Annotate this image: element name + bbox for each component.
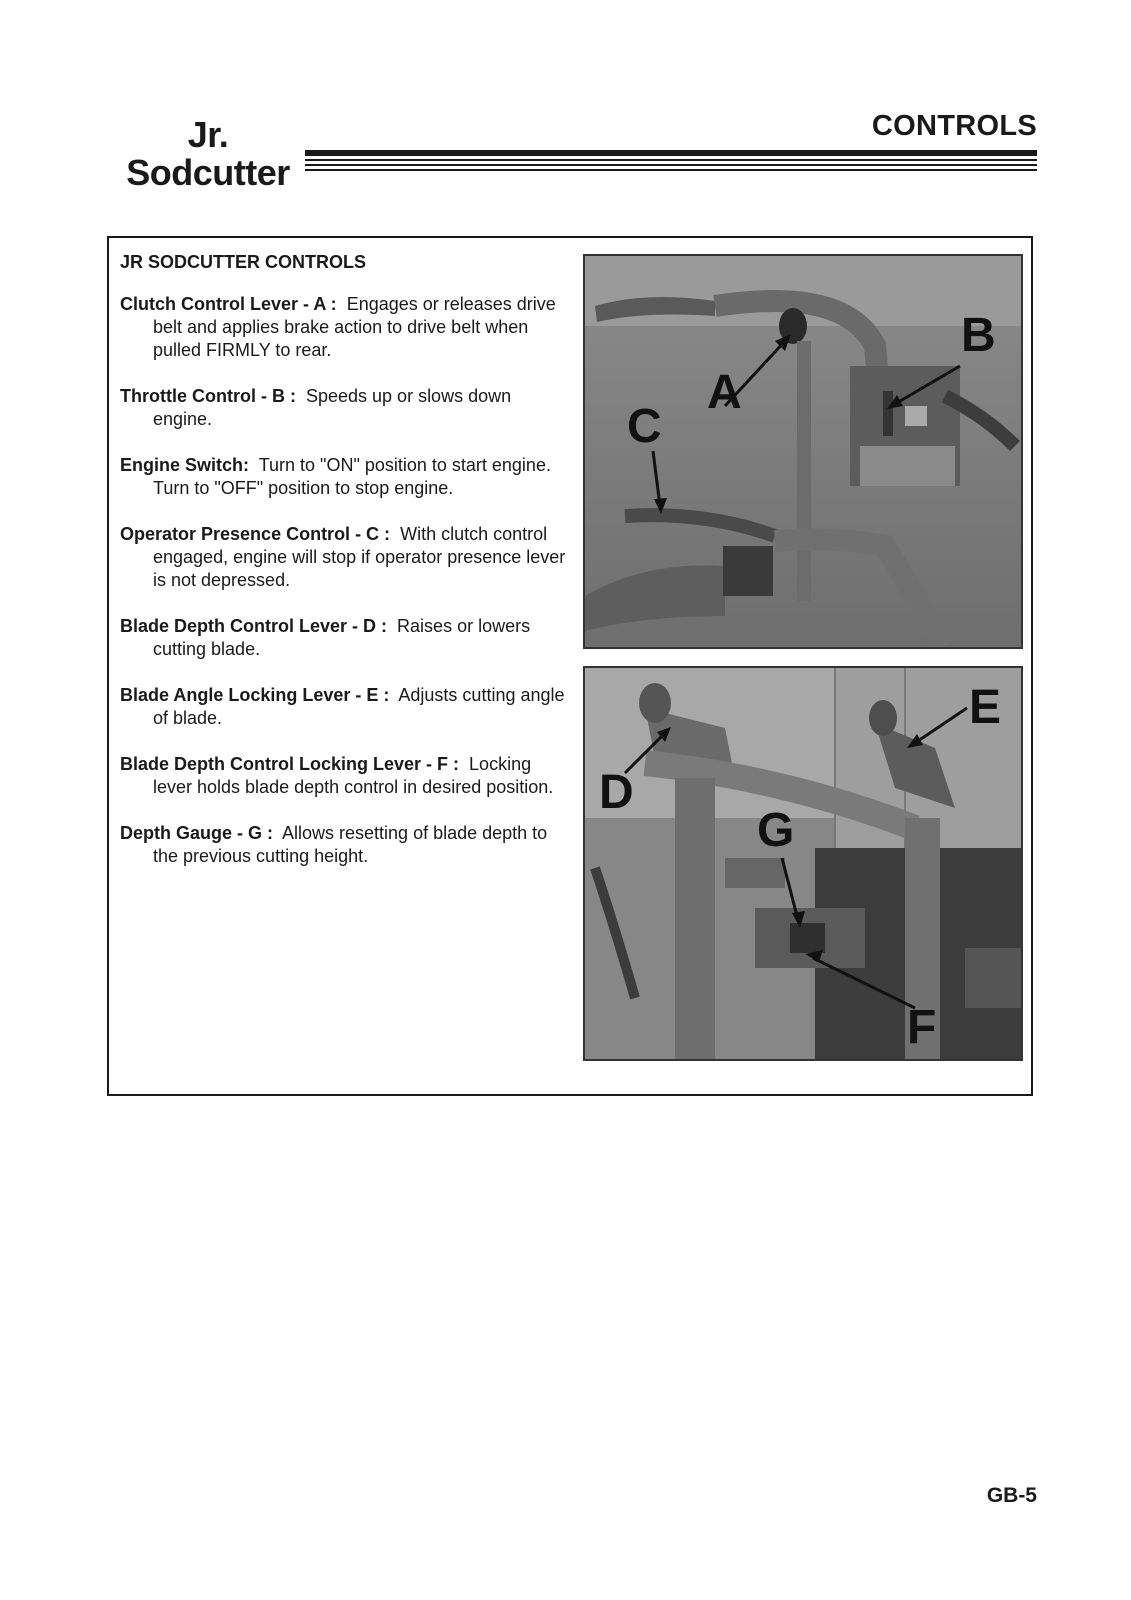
control-description: Turn to "ON" position to start engine. Turn to "OFF" position to stop engine.: [153, 455, 551, 498]
callout-label-c: C: [627, 400, 662, 453]
header-rule-thin: [305, 164, 1037, 166]
header-rule-thin: [305, 169, 1037, 171]
control-depth-gauge: [120, 822, 575, 868]
control-blade-depth: [120, 615, 575, 661]
page-number: GB-5: [986, 1484, 1037, 1507]
control-description: Adjusts cutting angle of blade.: [153, 685, 565, 728]
callout-label-d: D: [599, 766, 634, 819]
blade-levers-photo: [583, 666, 1023, 1061]
control-name: Depth Gauge - G :: [120, 823, 273, 843]
control-name: Engine Switch:: [120, 455, 250, 475]
control-name: Operator Presence Control - C :: [120, 524, 391, 544]
control-description: Allows resetting of blade depth to the previous cutting height.: [153, 823, 548, 866]
callout-label-g: G: [757, 804, 795, 857]
control-name: Throttle Control - B :: [120, 386, 296, 406]
controls-text-column: [120, 252, 575, 891]
control-name: Blade Depth Control Locking Lever - F :: [120, 754, 460, 774]
control-description: With clutch control engaged, engine will stop if operator presence lever is not depressed.: [153, 524, 566, 590]
header-rules: [305, 150, 1037, 174]
header-rule-thick: [305, 150, 1037, 156]
control-engine-switch: [120, 454, 575, 500]
control-blade-angle-lock: [120, 684, 575, 730]
brand-line-1: Jr.: [187, 114, 229, 155]
control-description: Locking lever holds blade depth control in desired position.: [153, 754, 554, 797]
control-clutch: [120, 293, 575, 362]
control-name: Blade Angle Locking Lever - E :: [120, 685, 390, 705]
controls-panel: [107, 236, 1033, 1096]
controls-heading: JR SODCUTTER CONTROLS: [120, 252, 367, 272]
control-operator-presence: [120, 523, 575, 592]
section-title: CONTROLS: [871, 110, 1037, 142]
header-rule-thin: [305, 159, 1037, 161]
control-name: Clutch Control Lever - A :: [120, 294, 337, 314]
callout-label-a: A: [707, 366, 742, 419]
callout-label-e: E: [969, 681, 1002, 734]
control-name: Blade Depth Control Lever - D :: [120, 616, 388, 636]
control-throttle: [120, 385, 575, 431]
control-description: Engages or releases drive belt and applies brake action to drive belt when pulled FIRMLY to rear.: [153, 294, 556, 360]
brand-line-2: Sodcutter: [126, 152, 290, 193]
control-description: Speeds up or slows down engine.: [153, 386, 512, 429]
callout-label-f: F: [907, 1001, 937, 1054]
product-brand: [118, 116, 298, 192]
control-description: Raises or lowers cutting blade.: [153, 616, 531, 659]
callout-label-b: B: [961, 309, 996, 362]
control-blade-depth-lock: [120, 753, 575, 799]
handlebar-controls-photo: [583, 254, 1023, 649]
